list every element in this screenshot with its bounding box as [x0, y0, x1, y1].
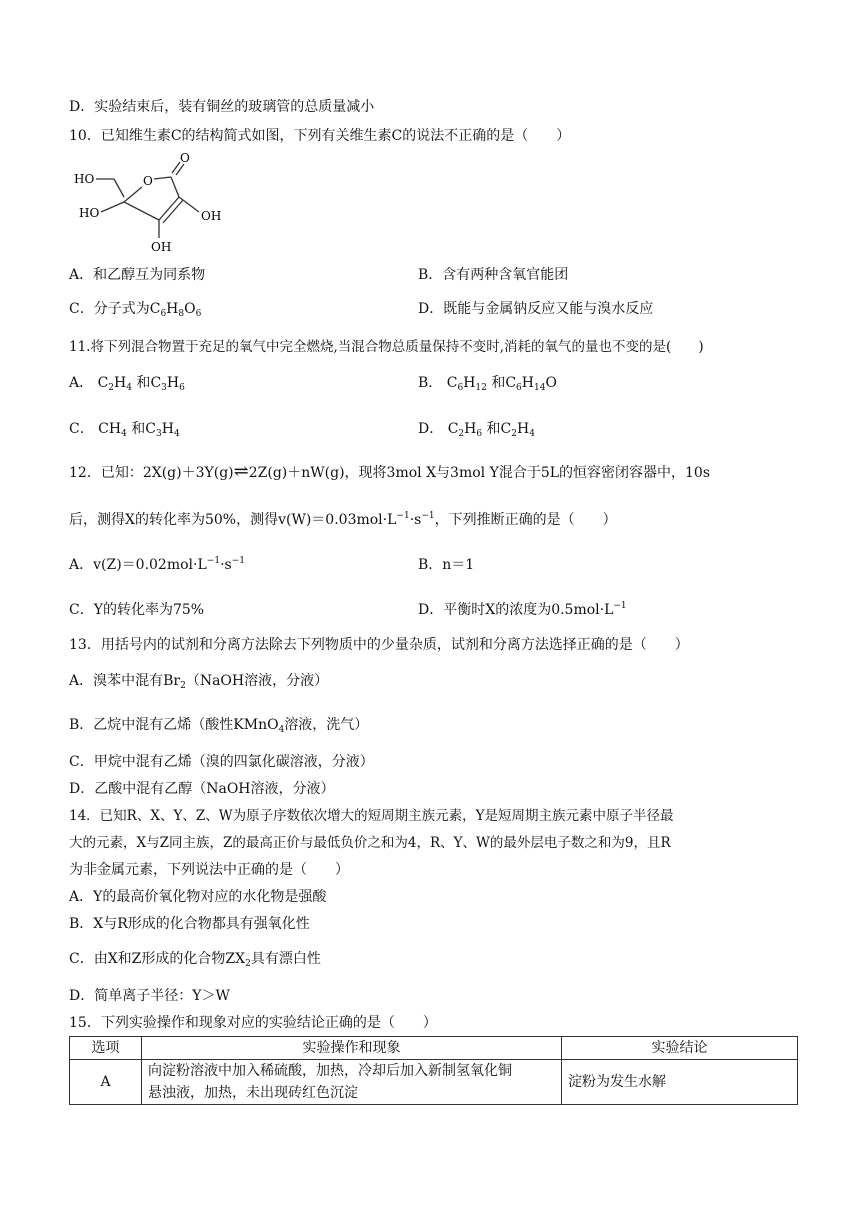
- q13-option-a: A．溴苯中混有$Br_2(NaOH$溶液，分液）: [69, 673, 329, 691]
- q14-stem-line3: 为非金属元素，下列说法中正确的是（ ）: [69, 862, 349, 878]
- q14-option-d: D．简单离子半径：Y＞W: [69, 988, 230, 1004]
- q13-stem: 13．用括号内的试剂和分离方法除去下列物质中的少量杂质，试剂和分离方法选择正确的是（ ）: [69, 637, 689, 653]
- q11-option-d: D． $C_2H_6$ 和$C_2H_4$: [418, 421, 535, 439]
- q14-option-b: B．X与R形成的化合物都具有强氧化性: [69, 916, 310, 932]
- q10-stem: 10．已知维生素C的结构简式如图，下列有关维生素C的说法不正确的是（ ）: [69, 128, 571, 144]
- q15-table-header-row: [70, 1037, 798, 1060]
- q10-option-a: A．和乙醇互为同系物: [69, 267, 206, 283]
- q15-header-operation: 实验操作和现象: [142, 1037, 562, 1060]
- q10-option-b: B．含有两种含氧官能团: [418, 267, 569, 283]
- q13-option-d: D．乙酸中混有乙醇（NaOH溶液，分液）: [69, 781, 335, 797]
- structure-oh-bottom: OH: [151, 240, 172, 254]
- q12-option-b: B．n＝1: [418, 557, 475, 573]
- q15-table-row: [70, 1060, 798, 1105]
- q14-stem-line1: 14．已知R、X、Y、Z、W为原子序数依次增大的短周期主族元素，Y是短周期主族元素中原子半径最: [69, 808, 674, 824]
- q15-row-conclusion: 淀粉为发生水解: [562, 1060, 798, 1105]
- q15-header-option: 选项: [70, 1037, 142, 1060]
- q15-row-operation: 向淀粉溶液中加入稀硫酸，加热，冷却后加入新制氢氧化铜 悬浊液，加热，未出现砖红色沉淀: [142, 1060, 562, 1105]
- structure-oh-right: OH: [201, 209, 222, 223]
- q13-option-b: B．乙烷中混有乙烯（酸性KMnO$_4$溶液，洗气）: [69, 717, 369, 735]
- q12-stem-line1: 12．已知：2X(g)＋3Y(g)⇌2Z(g)＋nW(g)，现将3mol X与3mol Y混合于5L的恒容密闭容器中，10s: [69, 461, 711, 482]
- q9-option-d: D．实验结束后，装有铜丝的玻璃管的总质量减小: [69, 99, 375, 115]
- vitamin-c-structure: [64, 150, 234, 262]
- q15-stem: 15．下列实验操作和现象对应的实验结论正确的是（ ）: [69, 1015, 437, 1031]
- q12-option-a: A．$v(Z)=0.02mol\cdot L^{-1}\cdot s^{-1}$: [69, 556, 245, 573]
- structure-ho-1: HO: [74, 172, 95, 186]
- q15-header-conclusion: 实验结论: [562, 1037, 798, 1060]
- q14-stem-line2: 大的元素，X与Z同主族，Z的最高正价与最低负价之和为4，R、Y、W的最外层电子数之和为9，且R: [69, 835, 671, 851]
- q12-option-d: D．平衡时X的浓度为$0.5mol\cdot L^{-1}$: [418, 601, 627, 618]
- q15-table: [69, 1036, 798, 1105]
- q15-row-option: A: [70, 1060, 142, 1105]
- structure-ring-o: O: [143, 174, 153, 188]
- q10-option-c: C．分子式为$C_6H_8O_6$: [69, 301, 202, 319]
- q11-option-a: A． $C_2H_4$ 和$C_3H_6$: [69, 375, 185, 393]
- q11-option-c: C． $CH_4$ 和$C_3H_4$: [69, 421, 180, 439]
- q12-option-c: C．Y的转化率为75%: [69, 602, 205, 618]
- structure-ho-2: HO: [79, 206, 100, 220]
- q11-stem: 11.将下列混合物置于充足的氧气中完全燃烧,当混合物总质量保持不变时,消耗的氧气的量也不变的是( ): [69, 339, 704, 355]
- structure-carbonyl-o: O: [180, 151, 190, 165]
- q14-option-a: A．Y的最高价氧化物对应的水化物是强酸: [69, 889, 327, 905]
- q10-option-d: D．既能与金属钠反应又能与溴水反应: [418, 301, 654, 317]
- q11-option-b: B． $C_6H_{12}$ 和$C_6H_{14}O$: [418, 375, 557, 393]
- q14-option-c: C．由X和Z形成的化合物$ZX_2$具有漂白性: [69, 951, 321, 969]
- q13-option-c: C．甲烷中混有乙烯（溴的四氯化碳溶液，分液）: [69, 754, 374, 770]
- q12-stem-line2: 后，测得X的转化率为50%，测得$v(W)=0.03mol\cdot L^{-1}\cdot s^{-1}$，下列推断正确的是（ ）: [69, 511, 617, 528]
